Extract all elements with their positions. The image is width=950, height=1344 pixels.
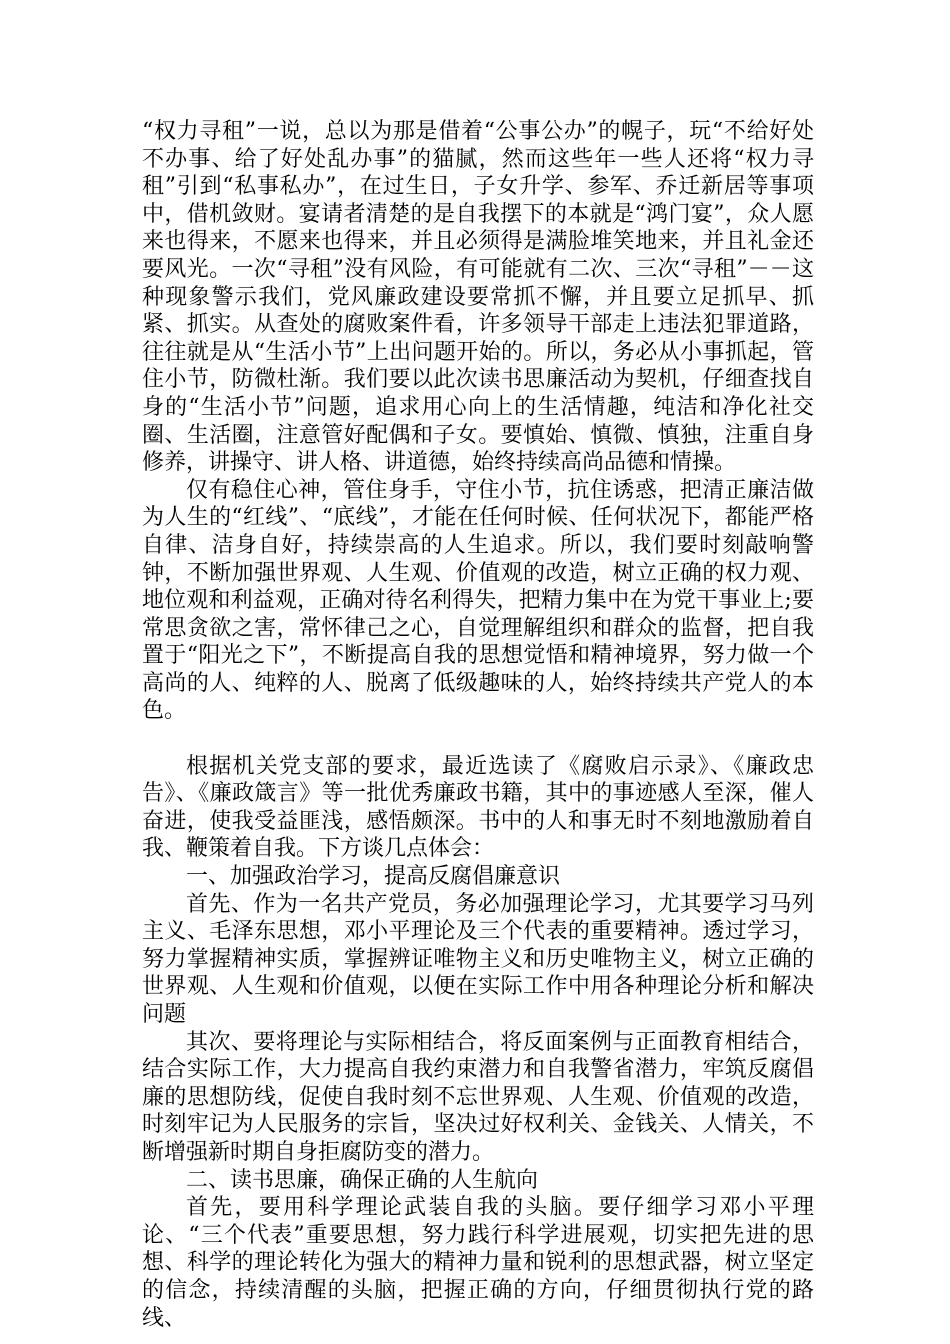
paragraph-theory-study: 首先、作为一名共产党员，务必加强理论学习，尤其要学习马列主义、毛泽东思想，邓小平理论及三个代表的重要精神。透过学习，努力掌握精神实质，掌握辨证唯物主义和历史唯物主义，树立正确的世界观、人生观和价值观，以便在实际工作中用各种理论分析和解决问题 <box>142 891 814 1027</box>
section-heading-political-study: 一、加强政治学习，提高反腐倡廉意识 <box>186 864 561 890</box>
paragraph-steady-mind: 仅有稳住心神，管住身手，守住小节，抗住诱惑，把清正廉洁做为人生的“红线”、“底线”，才能在任何时候、任何状况下，都能严格自律、洁身自好，持续崇高的人生追求。所以，我们要时刻敲响警钟，不断加强世界观、人生观、价值观的改造，树立正确的权力观、地位观和利益观，正确对待名利得失，把精力集中在为党干事业上;要常思贪欲之害，常怀律己之心，自觉理解组织和群众的监督，把自我置于“阳光之下”，不断提高自我的思想觉悟和精神境界，努力做一个高尚的人、纯粹的人、脱离了低级趣味的人，始终持续共产党人的本色。 <box>142 477 814 724</box>
paragraph-theory-practice: 其次、要将理论与实际相结合，将反面案例与正面教育相结合，结合实际工作，大力提高自我约束潜力和自我警省潜力，牢筑反腐倡廉的思想防线，促使自我时刻不忘世界观、人生观、价值观的改造，时刻牢记为人民服务的宗旨，坚决过好权利关、金钱关、人情关，不断增强新时期自身拒腐防变的潜力。 <box>142 1029 814 1165</box>
document-body <box>142 118 814 1332</box>
paragraph-gap <box>142 725 814 753</box>
section-heading-life-direction: 二、读书思廉，确保正确的人生航向 <box>186 1167 539 1193</box>
paragraph-power-rent-seeking: “权力寻租”一说，总以为那是借着“公事公办”的幌子，玩“不给好处不办事、给了好处乱办事”的猫腻，然而这些年一些人还将“权力寻租”引到“私事私办”，在过生日，子女升学、参军、乔迁新居等事项中，借机敛财。宴请者清楚的是自我摆下的本就是“鸿门宴”，众人愿来也得来，不愿来也得来，并且必须得是满脸堆笑地来，并且礼金还要风光。一次“寻租”没有风险，有可能就有二次、三次“寻租”－－这种现象警示我们，党风廉政建设要常抓不懈，并且要立足抓早、抓紧、抓实。从查处的腐败案件看，许多领导干部走上违法犯罪道路，往往就是从“生活小节”上出问题开始的。所以，务必从小事抓起，管住小节，防微杜渐。我们要以此次读书思廉活动为契机，仔细查找自身的“生活小节”问题，追求用心向上的生活情趣，纯洁和净化社交圈、生活圈，注意管好配偶和子女。要慎始、慎微、慎独，注重自身修养，讲操守、讲人格、讲道德，始终持续高尚品德和情操。 <box>142 119 814 476</box>
paragraph-scientific-theory: 首先，要用科学理论武装自我的头脑。要仔细学习邓小平理论、“三个代表”重要思想，努力践行科学进展观，切实把先进的思想、科学的理论转化为强大的精神力量和锐利的思想武器，树立坚定的信念，持续清醒的头脑，把握正确的方向，仔细贯彻执行党的路线、 <box>142 1195 814 1331</box>
paragraph-reading-intro: 根据机关党支部的要求，最近选读了《腐败启示录》、《廉政忠告》、《廉政箴言》等一批优秀廉政书籍，其中的事迹感人至深，催人奋进，使我受益匪浅，感悟颇深。书中的人和事无时不刻地激励着自我、鞭策着自我。下方谈几点体会： <box>142 753 814 862</box>
